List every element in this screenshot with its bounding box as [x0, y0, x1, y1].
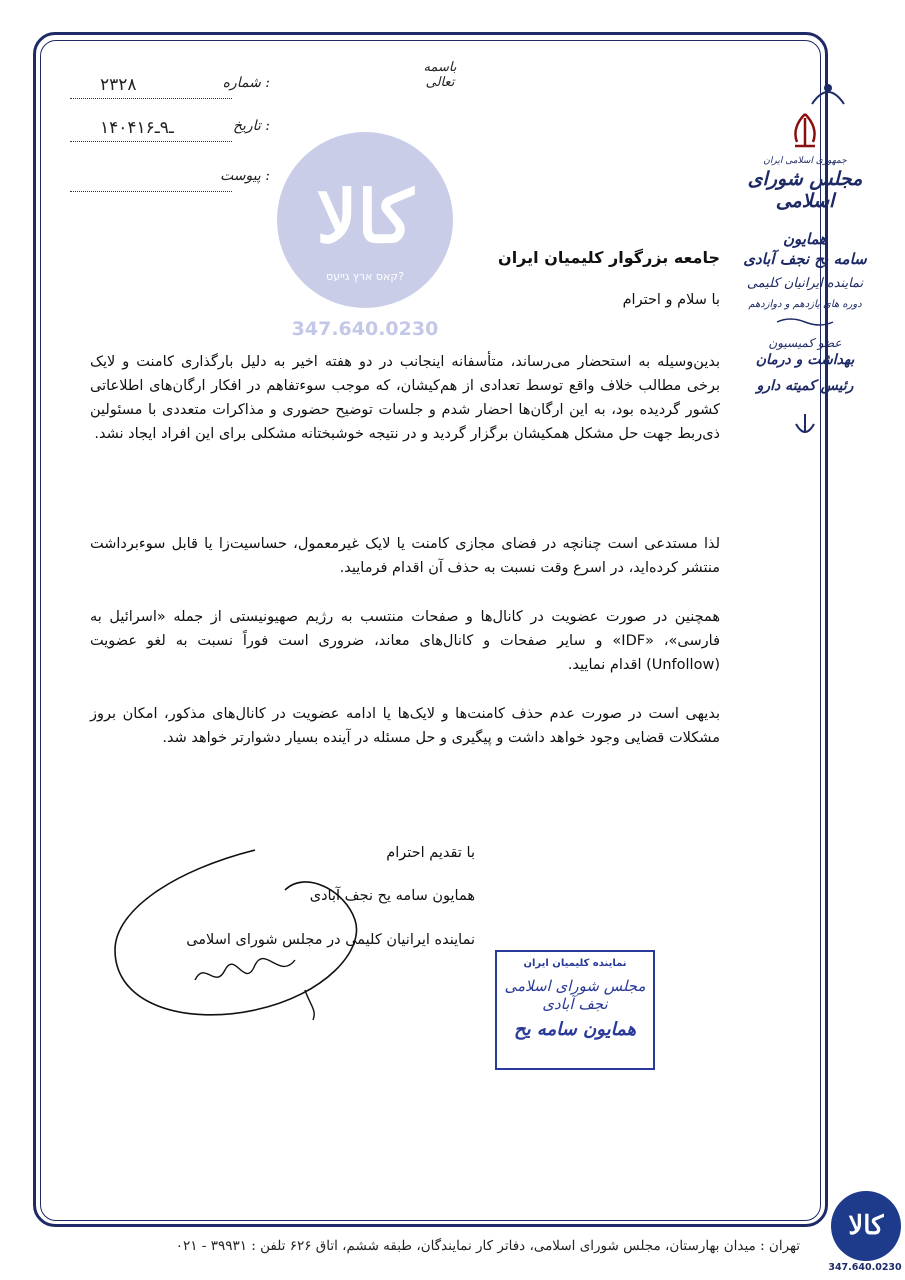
watermark-logo-text: کالا	[316, 174, 414, 259]
letter-number-label: شماره :	[222, 75, 270, 91]
letterhead	[740, 80, 870, 446]
letterhead-name-first: همایون	[782, 230, 828, 248]
divider-ornament-icon	[775, 316, 835, 328]
signer-title: نماینده ایرانیان کلیمی در مجلس شورای اسلامی	[186, 932, 475, 948]
corner-logo-text: کالا	[848, 1211, 884, 1241]
letterhead-republic: جمهوری اسلامی ایران	[763, 156, 847, 166]
watermark-logo	[275, 130, 455, 310]
letter-recipient: جامعه بزرگوار کلیمیان ایران	[498, 248, 720, 267]
closing-phrase: با تقدیم احترام	[386, 845, 475, 861]
stamp-line-3: همایون سامه یح	[514, 1019, 636, 1040]
paragraph-2: لذا مستدعی است چنانچه در فضای مجازی کامنت یا لایک غیرمعمول، حساسیت‌زا یا قابل سوءبرداشت منتشر کرده‌اید، در اسرع وقت نسبت به حذف آن اقدام فرمایید.	[90, 536, 720, 576]
footer-address: تهران : میدان بهارستان، مجلس شورای اسلامی، دفاتر کار نمایندگان، طبقه ششم، اتاق ۶۲۶ تلفن : ۳۹۹۳۱ - ۰۲۱	[175, 1238, 800, 1254]
official-stamp	[495, 950, 655, 1070]
dotted-line	[70, 141, 232, 142]
paragraph-3: همچنین در صورت عضویت در کانال‌ها و صفحات منتسب به رژیم صهیونیستی از جمله «اسرائیل به فارسی»، «IDF» و سایر صفحات و کانال‌های معاند، ضروری است فوراً نسبت به لغو عضویت (Unfollow) اقدام نمایید.	[90, 609, 721, 673]
ornament-icon	[808, 80, 848, 108]
letter-date	[70, 118, 270, 140]
dotted-line	[70, 98, 232, 99]
signer-name: همایون سامه یح نجف آبادی	[309, 888, 475, 904]
letterhead-role: نماینده ایرانیان کلیمی	[746, 276, 864, 291]
dotted-line	[70, 191, 232, 192]
handwritten-signature	[105, 830, 395, 1030]
letter-date-value: ۱۴۰۴ـ۹ـ۱۶	[100, 118, 174, 138]
letterhead-parliament: مجلس شورای اسلامی	[747, 168, 863, 212]
letter-greeting: با سلام و احترام	[622, 292, 720, 308]
letter-date-label: تاریخ :	[232, 118, 270, 134]
letterhead-drug-committee: رئیس کمیته دارو	[756, 378, 854, 394]
corner-phone: 347.640.0230	[828, 1262, 902, 1273]
watermark-phone: 347.640.0230	[291, 318, 439, 340]
watermark-logo-subtext: קאס ארץ גייעס?	[325, 270, 405, 283]
letter-attachment	[70, 168, 270, 190]
letterhead-committee-member: عضو کمیسیون	[768, 336, 842, 350]
letterhead-committee: بهداشت و درمان	[755, 352, 855, 368]
bottom-ornament-icon	[790, 412, 820, 442]
stamp-line-1: نماینده کلیمیان ایران	[523, 958, 627, 969]
letterhead-term: دوره های یازدهم و دوازدهم	[748, 299, 862, 310]
letter-attachment-label: پیوست :	[219, 168, 270, 184]
paragraph-4: بدیهی است در صورت عدم حذف کامنت‌ها و لایک‌ها یا ادامه عضویت در کانال‌های مذکور، امکان بروز مشکلات قضایی وجود خواهد داشت و پیگیری و حل مسئله در آینده بسیار دشوارتر خواهد شد.	[90, 706, 720, 746]
letter-number	[70, 75, 270, 97]
bismillah: باسمه تعالی	[423, 60, 457, 90]
letter-number-value: ۲۳۲۸	[100, 75, 137, 95]
paragraph-1: بدین‌وسیله به استحضار می‌رساند، متأسفانه اینجانب در دو هفته اخیر به دلیل بارگذاری کامنت و لایک برخی مطالب خلاف واقع توسط تعدادی از هم‌کیشان، که موجب سوءتفاهم در افکار ارگان‌های اطلاعاتی کشور گردیده بود، به این ارگان‌ها احضار شدم و جلسات توضیح حضوری و مذاکرات متعددی با مسئولین ذی‌ربط جهت حل مشکل همکیشان برگزار گردید و در نتیجه خوشبختانه مشکلی برای این افراد ایجاد نشد.	[90, 354, 720, 442]
corner-logo-icon	[830, 1190, 902, 1262]
stamp-line-2: مجلس شورای اسلامی نجف آبادی	[504, 977, 646, 1013]
iran-emblem-icon	[785, 112, 825, 150]
letterhead-name-last: سامه یح نجف آبادی	[743, 250, 867, 268]
